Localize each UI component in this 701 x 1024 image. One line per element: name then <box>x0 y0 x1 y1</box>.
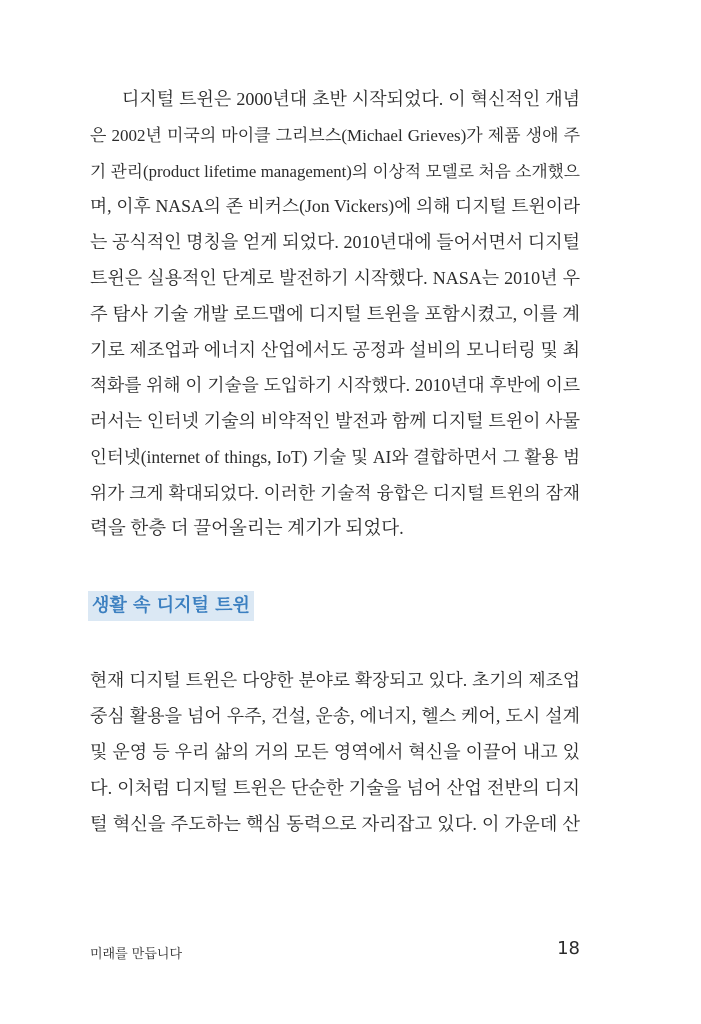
paragraph-line: 주 탐사 기술 개발 로드맵에 디지털 트윈을 포함시켰고, 이를 계 <box>90 303 580 324</box>
paragraph-line: 은 2002년 미국의 마이클 그리브스(Michael Grieves)가 제품 생애 주 <box>90 125 580 145</box>
paragraph-line: 디지털 트윈은 2000년대 초반 시작되었다. 이 혁신적인 개념 <box>122 89 580 109</box>
paragraph-line: 현재 디지털 트윈은 다양한 분야로 확장되고 있다. 초기의 제조업 <box>90 670 580 690</box>
paragraph-line: 기 관리(product lifetime management)의 이상적 모델로 처음 소개했으 <box>90 161 580 181</box>
paragraph-line: 털 혁신을 주도하는 핵심 동력으로 자리잡고 있다. 이 가운데 산 <box>90 814 580 834</box>
paragraph-line: 트윈은 실용적인 단계로 발전하기 시작했다. NASA는 2010년 우 <box>90 267 580 288</box>
paragraph-line: 위가 크게 확대되었다. 이러한 기술적 융합은 디지털 트윈의 잠재 <box>90 482 580 503</box>
paragraph-line: 기로 제조업과 에너지 산업에서도 공정과 설비의 모니터링 및 최 <box>90 339 580 360</box>
running-title: 미래를 만듭니다 <box>90 947 183 962</box>
paragraph-line: 인터넷(internet of things, IoT) 기술 및 AI와 결합하면서 그 활용 범 <box>90 446 580 467</box>
paragraph-line: 며, 이후 NASA의 존 비커스(Jon Vickers)에 의해 디지털 트윈이라 <box>90 196 580 217</box>
page-number: 18 <box>557 938 580 959</box>
section-heading-wrapper <box>88 591 254 621</box>
paragraph-line: 및 운영 등 우리 삶의 거의 모든 영역에서 혁신을 이끌어 내고 있 <box>90 742 580 762</box>
paragraph-line: 다. 이처럼 디지털 트윈은 단순한 기술을 넘어 산업 전반의 디지 <box>90 778 580 798</box>
body-paragraph-applications <box>90 662 580 842</box>
paragraph-line: 력을 한층 더 끌어올리는 계기가 되었다. <box>90 518 404 539</box>
paragraph-line: 적화를 위해 이 기술을 도입하기 시작했다. 2010년대 후반에 이르 <box>90 375 580 396</box>
section-heading: 생활 속 디지털 트윈 <box>88 591 254 621</box>
body-paragraph-history <box>90 82 580 547</box>
paragraph-line: 중심 활용을 넘어 우주, 건설, 운송, 에너지, 헬스 케어, 도시 설계 <box>90 706 580 726</box>
paragraph-line: 는 공식적인 명칭을 얻게 되었다. 2010년대에 들어서면서 디지털 <box>90 232 580 253</box>
paragraph-line: 러서는 인터넷 기술의 비약적인 발전과 함께 디지털 트윈이 사물 <box>90 411 580 432</box>
